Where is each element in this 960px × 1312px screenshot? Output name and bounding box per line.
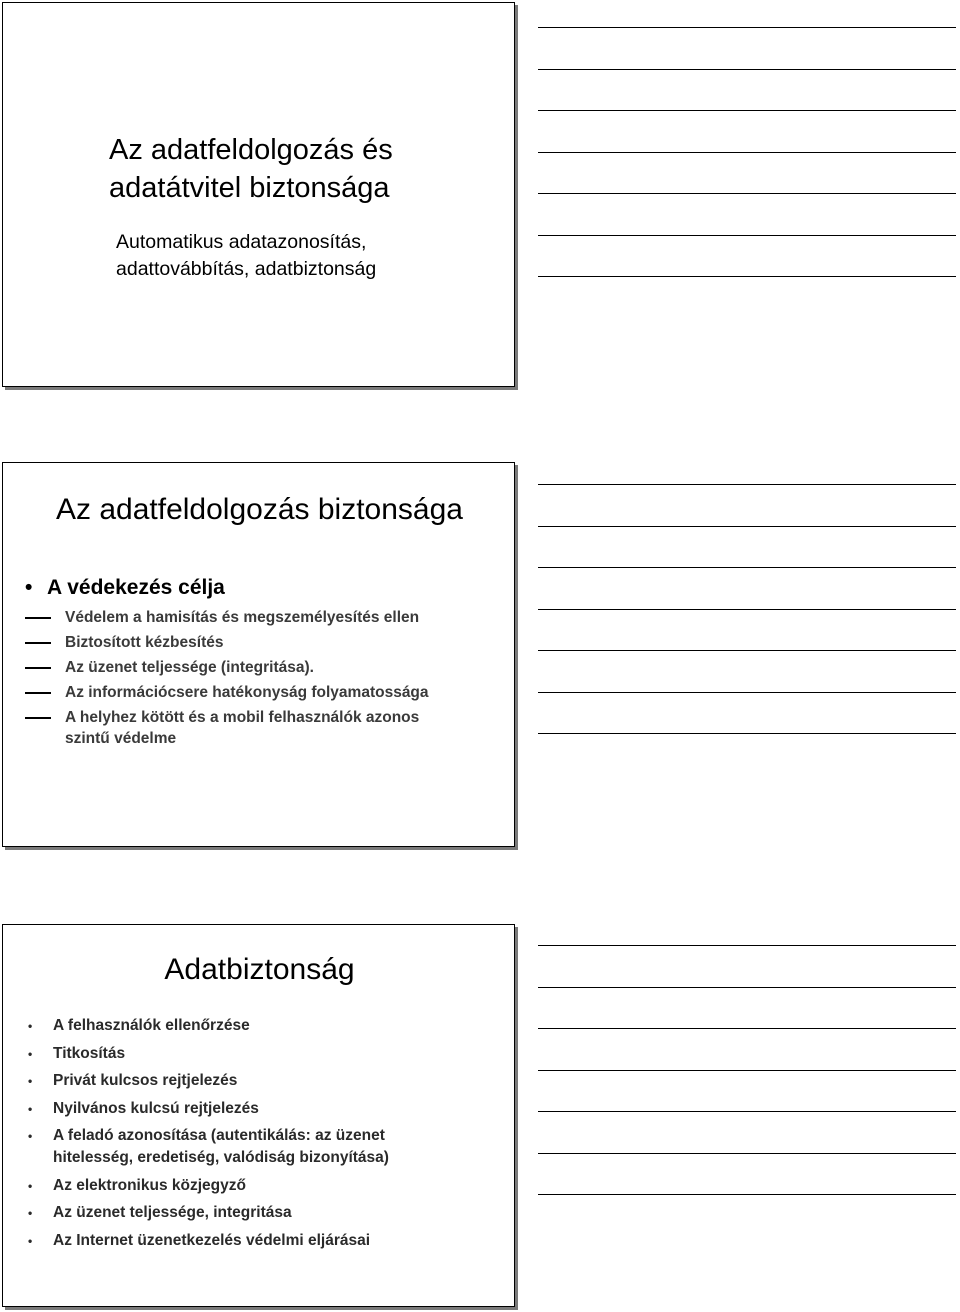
slide-2-subitem-text: Biztosított kézbesítés [65, 634, 224, 651]
note-line [538, 69, 956, 70]
slide-3-item [25, 1015, 495, 1037]
notes-lines-slide-3 [538, 945, 956, 1195]
note-line [538, 235, 956, 236]
slide-2-bullet [25, 575, 505, 601]
bullet-icon: • [25, 576, 33, 599]
notes-lines-slide-1 [538, 27, 956, 277]
dash-icon [25, 617, 51, 619]
slide-3-item-text: Az elektronikus közjegyző [53, 1176, 246, 1194]
bullet-icon: • [28, 1046, 33, 1061]
slide-3-title: Adatbiztonság [164, 953, 355, 986]
slide-3-item [25, 1043, 495, 1065]
note-line [538, 152, 956, 153]
note-line [538, 1111, 956, 1112]
slide-3-item-text: Az üzenet teljessége, integritása [53, 1204, 292, 1221]
slide-1-title-line-2: adatátvitel biztonsága [109, 172, 390, 204]
bullet-icon: • [28, 1019, 33, 1033]
slide-2-subitem-text: Az üzenet teljessége (integritása). [65, 659, 314, 676]
bullet-icon: • [28, 1074, 33, 1088]
note-line [538, 276, 956, 277]
dash-icon [25, 692, 51, 694]
slide-2 [2, 462, 515, 847]
slide-2-bullet-text: A védekezés célja [47, 576, 225, 599]
slide-3-item [25, 1098, 495, 1120]
slide-2-subitem [25, 682, 505, 703]
slide-3 [2, 924, 515, 1307]
bullet-icon: • [28, 1178, 33, 1193]
slide-1-title [109, 131, 393, 207]
slide-2-bullet-list [25, 575, 505, 749]
slide-2-subitem-text: A helyhez kötött és a mobil felhasználók azonos szintű védelme [65, 709, 420, 747]
slide-3-item [25, 1230, 495, 1252]
slide-3-item-text: A felhasználók ellenőrzése [53, 1017, 250, 1034]
slide-3-item [25, 1125, 453, 1169]
note-line [538, 27, 956, 28]
slide-1 [2, 2, 515, 387]
slide-2-subitem [25, 632, 505, 653]
slide-3-item-text: Nyilvános kulcsú rejtjelezés [53, 1099, 259, 1117]
note-line [538, 692, 956, 693]
note-line [538, 945, 956, 946]
note-line [538, 567, 956, 568]
slide-3-bullet-list [25, 1015, 495, 1257]
slide-2-title: Az adatfeldolgozás biztonsága [56, 493, 463, 526]
slide-1-subtitle-line-1: Automatikus adatazonosítás, [116, 231, 367, 253]
slide-2-subitem-text: Védelem a hamisítás és megszemélyesítés ellen [65, 609, 420, 626]
note-line [538, 1153, 956, 1154]
slide-3-item [25, 1175, 495, 1197]
note-line [538, 609, 956, 610]
bullet-icon: • [28, 1129, 33, 1143]
dash-icon [25, 717, 51, 719]
dash-icon [25, 642, 51, 644]
note-line [538, 484, 956, 485]
slide-2-subitem-text: Az információcsere hatékonyság folyamatossága [65, 684, 429, 701]
slide-2-subitem [25, 707, 465, 749]
slide-3-item-text: Titkosítás [53, 1044, 126, 1062]
slide-1-title-line-1: Az adatfeldolgozás és [109, 134, 393, 166]
slide-2-subitem [25, 607, 505, 628]
note-line [538, 1070, 956, 1071]
slide-2-subitem [25, 657, 505, 678]
slide-3-item-text: Privát kulcsos rejtjelezés [53, 1072, 238, 1089]
bullet-icon: • [28, 1233, 33, 1248]
note-line [538, 987, 956, 988]
notes-lines-slide-2 [538, 484, 956, 734]
note-line [538, 526, 956, 527]
note-line [538, 1194, 956, 1195]
note-line [538, 110, 956, 111]
bullet-icon: • [28, 1101, 33, 1116]
slide-1-subtitle [116, 229, 376, 283]
note-line [538, 733, 956, 734]
slide-1-subtitle-line-2: adattovábbítás, adatbiztonság [116, 258, 377, 280]
slide-3-item [25, 1070, 495, 1092]
slide-3-item [25, 1202, 495, 1224]
note-line [538, 650, 956, 651]
slide-3-item-text: Az Internet üzenetkezelés védelmi eljárásai [53, 1231, 371, 1249]
dash-icon [25, 667, 51, 669]
bullet-icon: • [28, 1206, 33, 1220]
note-line [538, 1028, 956, 1029]
slide-3-item-text: A feladó azonosítása (autentikálás: az üzenet hitelesség, eredetiség, valódiság bizonyítása) [53, 1127, 389, 1166]
note-line [538, 193, 956, 194]
